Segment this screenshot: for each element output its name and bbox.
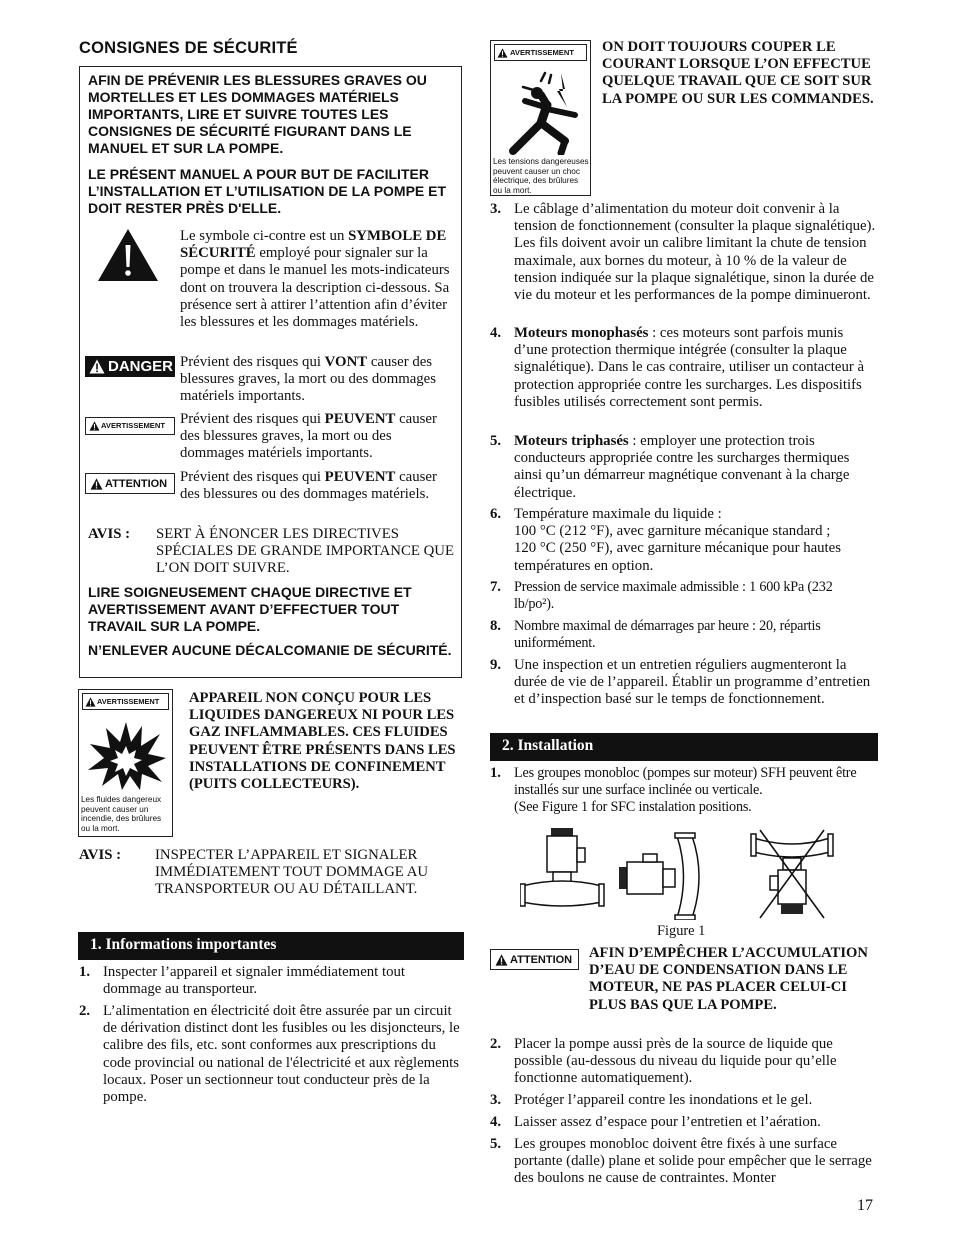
explosion-icon bbox=[84, 720, 168, 792]
page-number: 17 bbox=[857, 1197, 873, 1214]
list-item: 2. Placer la pompe aussi près de la source de liquide que possible (au-dessous du niveau du liquide pour qu’elle fonctionne automatiquement). bbox=[490, 1036, 837, 1087]
safety-alert-symbol-icon bbox=[96, 227, 160, 283]
avertissement-signal-word: AVERTISSEMENT bbox=[494, 44, 587, 61]
avertissement-signal-word: AVERTISSEMENT bbox=[85, 417, 175, 435]
page-title: CONSIGNES DE SÉCURITÉ bbox=[79, 39, 298, 57]
list-item: 4. Laisser assez d’espace pour l’entretien et l’aération. bbox=[490, 1114, 821, 1130]
warning-triangle-icon bbox=[85, 697, 96, 707]
read-all-instructions: LIRE SOIGNEUSEMENT CHAQUE DIRECTIVE ET AVERTISSEMENT AVANT D’EFFECTUER TOUT TRAVAIL SUR LA POMPE. bbox=[88, 584, 412, 634]
list-item: 9. Une inspection et un entretien réguliers augmenteront la durée de vie de l’appareil. Établir un programme d’entretien et d’inspection basé sur le temps de fonctionnement. bbox=[490, 657, 871, 708]
attention-description: Prévient des risques qui PEUVENT causer des blessures ou des dommages matériels. bbox=[180, 469, 437, 503]
list-item: 7. Pression de service maximale admissible : 1 600 kPa (232 lb/po²). bbox=[490, 579, 833, 613]
safety-symbol-description: Le symbole ci-contre est un SYMBOLE DE SÉCURITÉ employé pour signaler sur la pompe et dans le manuel les mots-indicateurs dont on trouvera la description ci-dessous. Sa présence sert à attirer l’attention afin d’éviter les blessures et les dommages matériels. bbox=[180, 228, 450, 331]
list-item: 4. Moteurs monophasés : ces moteurs sont parfois munis d’une protection thermique intégrée (consulter la plaque signalétique). Dans le cas contraire, utiliser un contacteur à protection appropriée contre les surcharges. Les dispositifs fusibles utilisés correctement sont permis. bbox=[490, 325, 865, 410]
section-heading-installation: 2. Installation bbox=[490, 733, 878, 761]
list-item: 5. Les groupes monobloc doivent être fixés à une surface portante (dalle) plane et solide pour empêcher que le serrage des boulons ne cause de contraintes. Monter bbox=[490, 1136, 872, 1187]
installation-positions-figure bbox=[520, 824, 860, 920]
list-item: 1. Les groupes monobloc (pompes sur moteur) SFH peuvent être installés sur une surface inclinée ou verticale. (See Figure 1 for SFC instalation positions. bbox=[490, 765, 857, 816]
list-item: 5. Moteurs triphasés : employer une protection trois conducteurs appropriée contre les surcharges thermiques ainsi qu’un démarreur magnétique convenant à la charge électrique. bbox=[490, 433, 850, 501]
list-item: 1. Inspecter l’appareil et signaler immédiatement tout dommage au transporteur. bbox=[79, 964, 405, 998]
electric-shock-warning-label: AVERTISSEMENT Les tensions dangereuses peuvent causer un choc électrique, des brûlures ou la mort. bbox=[490, 40, 591, 196]
warning-triangle-icon bbox=[90, 478, 103, 490]
safety-intro-2: LE PRÉSENT MANUEL A POUR BUT DE FACILITER L’INSTALLATION ET L’UTILISATION DE LA POMPE ET DOIT RESTER PRÈS D'ELLE. bbox=[88, 166, 447, 216]
figure-caption: Figure 1 bbox=[657, 923, 706, 939]
list-item: 6. Température maximale du liquide : 100 °C (212 °F), avec garniture mécanique standard ; 120 °C (250 °F), avec garniture mécanique pour hautes températures en option. bbox=[490, 506, 841, 574]
horizontal-pump-illustration bbox=[619, 833, 699, 920]
warning-triangle-icon bbox=[89, 421, 100, 431]
avertissement-description: Prévient des risques qui PEUVENT causer des blessures graves, la mort ou des dommages matériels importants. bbox=[180, 411, 437, 462]
avertissement-signal-word: AVERTISSEMENT bbox=[82, 693, 169, 710]
safety-intro-1: AFIN DE PRÉVENIR LES BLESSURES GRAVES OU MORTELLES ET LES DOMMAGES MATÉRIELS IMPORTANTS, LIRE ET SUIVRE TOUTES LES CONSIGNES DE SÉCURITÉ FIGURANT DANS LE MANUEL ET SUR LA POMPE. bbox=[88, 72, 427, 156]
section-heading-informations: 1. Informations importantes bbox=[78, 932, 464, 960]
list-item: 3. Le câblage d’alimentation du moteur doit convenir à la tension de fonctionnement (consulter la plaque signalétique). Les fils doivent avoir un calibre limitant la chute de tension maximale, aux bornes du moteur, à 10 % de la valeur de tension indiquée sur la plaque signalétique, sinon la durée de vie du moteur et les performances de la pompe diminueront. bbox=[490, 201, 876, 304]
danger-signal-word: DANGER bbox=[85, 356, 175, 377]
flammable-warning-text: APPAREIL NON CONÇU POUR LES LIQUIDES DANGEREUX NI POUR LES GAZ INFLAMMABLES. CES FLUIDES PEUVENT ÊTRE PRÉSENTS DANS LES INSTALLATIONS DE CONFINEMENT (PUITS COLLECTEURS). bbox=[189, 690, 456, 793]
do-not-remove-decals: N’ENLEVER AUCUNE DÉCALCOMANIE DE SÉCURITÉ. bbox=[88, 642, 452, 658]
list-item: 8. Nombre maximal de démarrages par heure : 20, répartis uniformément. bbox=[490, 618, 821, 652]
electric-shock-icon bbox=[495, 67, 587, 155]
electric-warning-text: ON DOIT TOUJOURS COUPER LE COURANT LORSQUE L’ON EFFECTUE QUELQUE TRAVAIL QUE CE SOIT SUR LA POMPE OU SUR LES COMMANDES. bbox=[602, 39, 874, 107]
warning-triangle-icon bbox=[495, 954, 508, 966]
warning-triangle-icon bbox=[89, 359, 105, 374]
inverted-pump-not-allowed-illustration bbox=[751, 830, 833, 918]
danger-description: Prévient des risques qui VONT causer des blessures graves, la mort ou des dommages matériels importants. bbox=[180, 354, 437, 405]
avis-notice: AVIS : SERT À ÉNONCER LES DIRECTIVES SPÉCIALES DE GRANDE IMPORTANCE QUE L’ON DOIT SUIVRE. bbox=[88, 526, 454, 577]
safety-instructions-box bbox=[79, 66, 462, 678]
condensation-warning-text: AFIN D’EMPÊCHER L’ACCUMULATION D’EAU DE CONDENSATION DANS LE MOTEUR, NE PAS PLACER CELUI-CI PLUS BAS QUE LA POMPE. bbox=[589, 945, 868, 1013]
flammable-warning-label: AVERTISSEMENT Les fluides dangereux peuvent causer un incendie, des brûlures ou la mort. bbox=[78, 689, 173, 837]
attention-signal-word: ATTENTION bbox=[490, 949, 579, 970]
attention-signal-word: ATTENTION bbox=[85, 473, 175, 494]
list-item: 2. L’alimentation en électricité doit être assurée par un circuit de dérivation distinct dont les fusibles ou les disjoncteurs, le calibre des fils, etc. sont conformes aux prescriptions du code provincial ou national de l'électricité et aux règlements locaux. Poser un sectionneur tout conducteur près de la pompe. bbox=[79, 1003, 460, 1106]
warning-triangle-icon bbox=[497, 48, 508, 58]
vertical-pump-illustration bbox=[520, 828, 604, 906]
list-item: 3. Protéger l’appareil contre les inondations et le gel. bbox=[490, 1092, 813, 1108]
avis-inspect-notice: AVIS : INSPECTER L’APPAREIL ET SIGNALER IMMÉDIATEMENT TOUT DOMMAGE AU TRANSPORTEUR OU AU DÉTAILLANT. bbox=[79, 847, 429, 898]
